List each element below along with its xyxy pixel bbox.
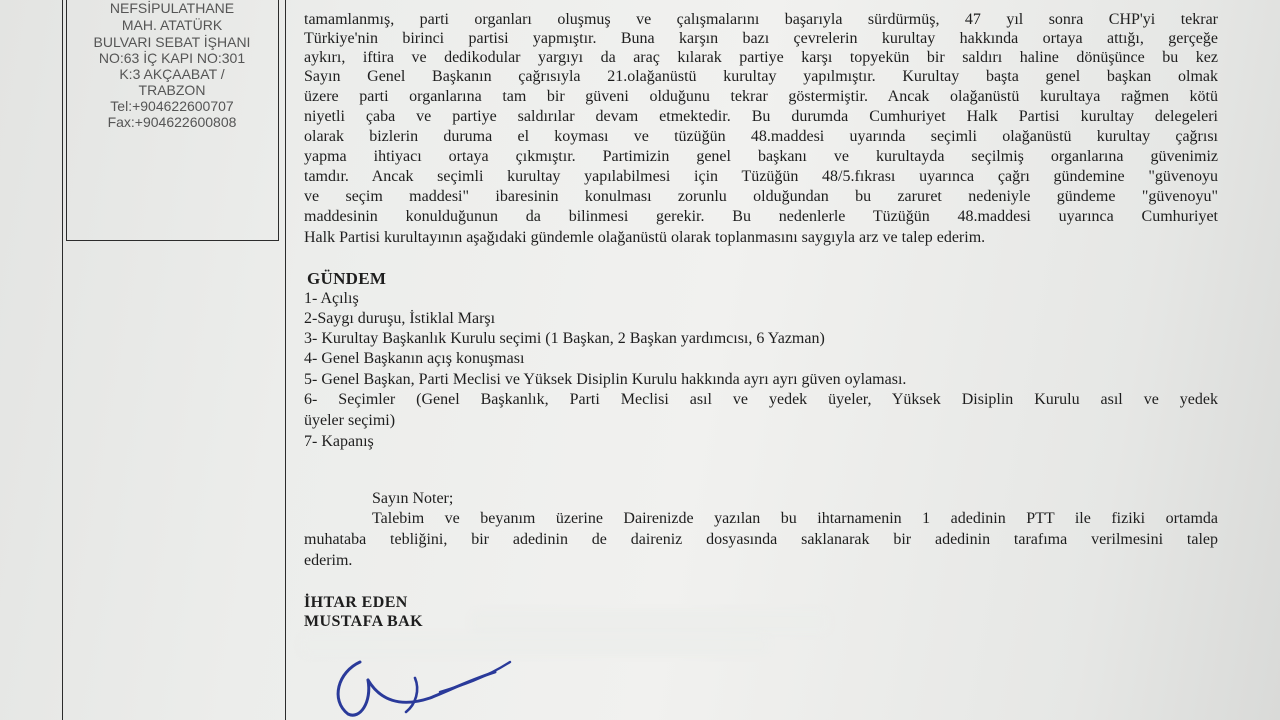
- agenda-item: 4- Genel Başkanın açış konuşması: [304, 350, 525, 367]
- sender-line: TRABZON: [138, 82, 206, 98]
- paragraph-line: Halk Partisi kurultayının aşağıdaki gündemle olağanüstü olarak toplanmasını saygıyla arz ve talep ederim.: [304, 229, 986, 246]
- agenda-item: 5- Genel Başkan, Parti Meclisi ve Yüksek Disiplin Kurulu hakkında ayrı ayrı güven oylaması.: [304, 371, 907, 388]
- notary-salutation: Sayın Noter;: [372, 490, 454, 507]
- handwritten-signature: [320, 640, 560, 720]
- paragraph-line: üzere parti organlarına tam bir güveni olduğunu tekrar göstermiştir. Ancak olağanüstü kurultaya rağmen kötü: [304, 88, 1218, 105]
- signer-name: MUSTAFA BAK: [304, 613, 423, 630]
- paragraph-line: olarak bizlerin duruma el koyması ve tüzüğün 48.maddesi uyarında seçimli olağanüstü kurultay çağrısı: [304, 128, 1218, 145]
- sender-line: Fax:+904622600808: [107, 114, 237, 130]
- sender-line: MAH. ATATÜRK: [121, 17, 223, 33]
- notary-line: Talebim ve beyanım üzerine Dairenizde yazılan bu ihtarnamenin 1 adedinin PTT ile fiziki ortamda: [372, 510, 1218, 527]
- signer-title: İHTAR EDEN: [304, 594, 408, 611]
- sender-line: K:3 AKÇAABAT /: [119, 66, 225, 82]
- agenda-item: 2-Saygı duruşu, İstiklal Marşı: [304, 310, 496, 327]
- agenda-item: 7- Kapanış: [304, 433, 374, 450]
- agenda-item: 6- Seçimler (Genel Başkanlık, Parti Meclisi asıl ve yedek üyeler, Yüksek Disiplin Kurulu asıl ve yedek: [304, 391, 1218, 408]
- paragraph-line: Türkiye'nin birinci partisi yapmıştır. Buna karşın bazı çevrelerin kurultay hakkında ortaya attığı, gerçeğe: [304, 30, 1218, 47]
- paragraph-line: niyetli çaba ve partiye saldırılar devam etmektedir. Bu durumda Cumhuriyet Halk Partisi kurultay delegeleri: [304, 108, 1218, 125]
- paragraph-line: maddesinin konulduğunun da bilinmesi gerekir. Bu nedenlerle Tüzüğün 48.maddesi uyarınca Cumhuriyet: [304, 208, 1218, 225]
- agenda-item: üyeler seçimi): [304, 412, 396, 429]
- notary-line: muhataba tebliğini, bir adedinin de daireniz dosyasında saklanarak bir adedinin tarafıma verilmesini talep: [304, 531, 1218, 548]
- paragraph-line: aykırı, iftira ve dedikodular yargıyı da araç kılarak partiye karşı topyekün bir saldırı haline dönüşünce bu kez: [304, 49, 1218, 66]
- sender-line: Tel:+904622600707: [110, 98, 234, 114]
- paragraph-line: Sayın Genel Başkanın çağrısıyla 21.olağanüstü kurultay yapılmıştır. Kurultay başta genel başkan olmak: [304, 68, 1218, 85]
- agenda-title: GÜNDEM: [307, 269, 387, 288]
- paragraph-line: yapma ihtiyacı ortaya çıkmıştır. Partimizin genel başkanı ve kurultayda seçilmiş organlarına güvenimiz: [304, 148, 1218, 165]
- paragraph-line: tamdır. Ancak seçimli kurultay yapılabilmesi için Tüzüğün 48/5.fıkrası uyarınca çağrı gündemine "güvenoyu: [304, 168, 1218, 185]
- agenda-item: 3- Kurultay Başkanlık Kurulu seçimi (1 Başkan, 2 Başkan yardımcısı, 6 Yazman): [304, 330, 825, 347]
- paragraph-line: tamamlanmış, parti organları oluşmuş ve çalışmalarını başarıyla sürdürmüş, 47 yıl sonra CHP'yi tekrar: [304, 11, 1218, 28]
- agenda-item: 1- Açılış: [304, 290, 359, 307]
- notary-line: ederim.: [304, 552, 353, 569]
- sender-line: NO:63 İÇ KAPI NO:301: [98, 50, 246, 66]
- sender-line: NEFSİPULATHANE: [109, 0, 235, 16]
- sender-line: BULVARI SEBAT İŞHANI: [93, 34, 251, 50]
- redacted-area: [470, 610, 830, 634]
- paragraph-line: ve seçim maddesi" ibaresinin konulması zorunlu olduğundan bu zaruret nedeniyle gündeme "güvenoyu": [304, 188, 1218, 205]
